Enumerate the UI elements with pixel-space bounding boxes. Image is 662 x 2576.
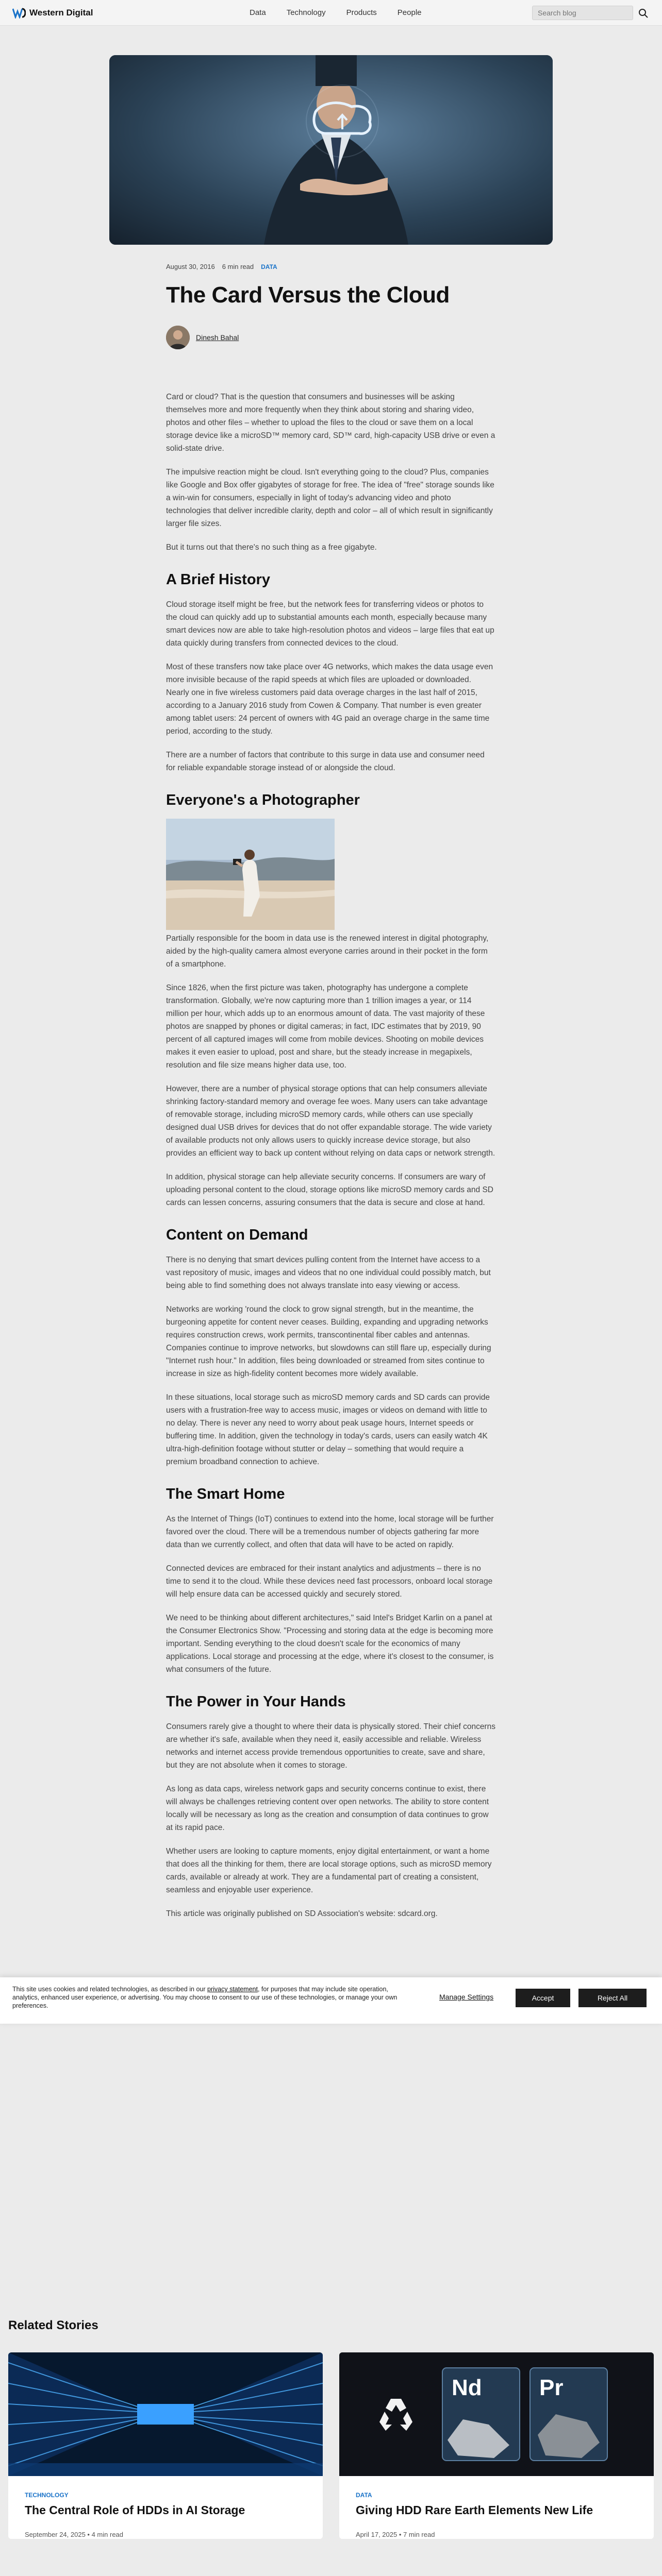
card-read-time: 7 min read bbox=[403, 2531, 435, 2538]
author-link[interactable]: Dinesh Bahal bbox=[196, 333, 239, 342]
paragraph: In addition, physical storage can help alleviate security concerns. If consumers are wary of uploading personal content to the cloud, storage options like microSD memory cards and SD cards can lessen concerns, assuring consumers that the data is secure and close at hand. bbox=[166, 1173, 493, 1207]
paragraph: The impulsive reaction might be cloud. Isn't everything going to the cloud? Plus, companies like Google and Box offer gigabytes of storage for free. The idea of "free" storage sounds like a win-win for consumers, especially in light of today's advancing video and photo technologies that deliver incredible clarity, depth and color – all of which result in significantly larger file sizes. bbox=[166, 468, 494, 528]
paragraph: As the Internet of Things (IoT) continues to extend into the home, local storage will be further favored over the cloud. There will be a tremendous number of objects gathering far more data than we currently collect, and often that data will have to be acted on rapidly. bbox=[166, 1515, 494, 1549]
paragraph: Partially responsible for the boom in data use is the renewed interest in digital photography, aided by the high-quality camera almost everyone carries around in their pocket in the form of a smartphone. bbox=[166, 934, 489, 969]
section-heading: The Power in Your Hands bbox=[166, 1693, 346, 1710]
page-title: The Card Versus the Cloud bbox=[166, 282, 450, 308]
site-logo[interactable] bbox=[12, 7, 93, 19]
paragraph: Card or cloud? That is the question that consumers and businesses will be asking themselves more and more frequently when they think about storing and sharing video, photos and other files – whether to upload the files to the cloud or save them on a local storage device like a microSD™ memory card, SD™ card, high-capacity USB drive or even a solid-state drive. bbox=[166, 393, 495, 453]
paragraph: We need to be thinking about different architectures," said Intel's Bridget Karlin on a panel at the Consumer Electronics Show. "Processing and storing data at the edge is becoming more important. Sending everything to the cloud doesn't scale for the economics of many applications. Local storage and processing at the edge, where it's closest to the consumer, is what consumers of the future. bbox=[166, 1614, 494, 1674]
paragraph: There are a number of factors that contribute to this surge in data use and consumer need for reliable expandable storage instead of or alongside the cloud. bbox=[166, 751, 485, 772]
element-symbol-nd: Nd bbox=[452, 2375, 482, 2400]
article-body bbox=[166, 391, 496, 1931]
western-digital-logo-icon bbox=[12, 7, 26, 19]
card-image bbox=[8, 2352, 323, 2476]
privacy-statement-link[interactable]: privacy statement bbox=[207, 1986, 258, 1993]
cookie-text-after: , for purposes that may include site operation, analytics, enhanced user experience, or advertising. You may choose to consent to our use of these technologies, or manage your own preferences. bbox=[12, 1986, 398, 2009]
related-stories-heading: Related Stories bbox=[8, 2318, 98, 2332]
paragraph: Whether users are looking to capture moments, enjoy digital entertainment, or want a home that does all the thinking for them, there are local storage options, such as microSD memory cards, available or already at work. They are a fundamental part of creating a consistent, seamless and enjoyable user experience. bbox=[166, 1847, 492, 1894]
reject-all-button[interactable]: Reject All bbox=[578, 1989, 647, 2007]
nav-products[interactable]: Products bbox=[346, 8, 377, 17]
paragraph: In these situations, local storage such as microSD memory cards and SD cards can provide users with a frustration-free way to access music, images or videos on demand with little to no delay. There is never any need to worry about peak usage hours, Internet speeds or buffering time. In addition, given the technology in today's cards, users can easily watch 4K ultra-high-definition footage without stutter or delay – something that would require a premium broadband connection to achieve. bbox=[166, 1393, 490, 1466]
card-tag: DATA bbox=[356, 2492, 372, 2499]
element-symbol-pr: Pr bbox=[539, 2375, 564, 2400]
search-input[interactable] bbox=[532, 6, 633, 20]
search-icon[interactable] bbox=[637, 7, 650, 20]
story-card-rare-earth[interactable] bbox=[339, 2352, 654, 2539]
story-card-hdd[interactable] bbox=[8, 2352, 323, 2539]
paragraph: Cloud storage itself might be free, but the network fees for transferring videos or photos to the cloud can quickly add up to substantial amounts each month, especially because many smart devices now are able to take high-resolution photos and videos – large files that eat up data quickly during transfers from connected devices to the cloud. bbox=[166, 600, 494, 648]
paragraph: But it turns out that there's no such thing as a free gigabyte. bbox=[166, 543, 377, 552]
section-heading: The Smart Home bbox=[166, 1486, 285, 1502]
card-date: April 17, 2025 bbox=[356, 2531, 398, 2538]
card-image bbox=[339, 2352, 654, 2476]
manage-settings-link[interactable]: Manage Settings bbox=[439, 1993, 494, 2001]
card-date: September 24, 2025 bbox=[25, 2531, 86, 2538]
article-meta bbox=[166, 263, 277, 270]
article-tag[interactable]: DATA bbox=[261, 263, 277, 270]
paragraph: Since 1826, when the first picture was taken, photography has undergone a complete transformation. Globally, we're now capturing more than 1 trillion images a year, or 114 million per hour, which adds up to an enormous amount of data. The vast majority of these photos are snapped by phones or digital cameras; in fact, IDC estimates that by 2019, 90 percent of all captured images will come from mobile devices. Shooting on mobile devices makes it even easier to upload, post and share, but the steady increase in megapixels, resolution and file size means higher data use, too. bbox=[166, 984, 485, 1070]
card-title: The Central Role of HDDs in AI Storage bbox=[25, 2503, 245, 2517]
inline-photo bbox=[166, 819, 496, 930]
avatar bbox=[166, 326, 190, 349]
article-date: August 30, 2016 bbox=[166, 263, 215, 270]
cookie-banner bbox=[0, 1977, 662, 2024]
paragraph: Most of these transfers now take place over 4G networks, which makes the data usage even more invisible because of the rapid speeds at which files are uploaded or downloaded. Nearly one in five wireless customers paid data overage charges in the last half of 2015, according to a January 2016 study from Cowen & Company. That number is even greater among tablet users: 24 percent of owners with 4G paid an overage charge in the same time period, according to the study. bbox=[166, 663, 493, 736]
author-block bbox=[166, 326, 239, 349]
logo-text: Western Digital bbox=[29, 8, 93, 18]
card-title: Giving HDD Rare Earth Elements New Life bbox=[356, 2503, 593, 2517]
nav-data[interactable]: Data bbox=[250, 8, 266, 17]
paragraph: Consumers rarely give a thought to where their data is physically stored. Their chief concerns are whether it's safe, available when they need it, easily accessible and reliable. Wireless networks and internet access provide tremendous opportunities to create, save and share, but they are not absolute when it comes to storage. bbox=[166, 1722, 495, 1770]
main-nav bbox=[250, 8, 422, 17]
article-read-time: 6 min read bbox=[222, 263, 254, 270]
accept-button[interactable]: Accept bbox=[516, 1989, 570, 2007]
section-heading: Content on Demand bbox=[166, 1227, 308, 1243]
cookie-text bbox=[12, 1985, 415, 2010]
nav-technology[interactable]: Technology bbox=[286, 8, 326, 17]
paragraph: However, there are a number of physical storage options that can help consumers alleviate shrinking factory-standard memory and overage fee woes. Many users can take advantage of removable storage, including microSD memory cards, while others can use specially designed dual USB drives for devices that do not offer expandable storage. The wide variety of available products not only allows users to quickly increase device storage, but also provides an efficient way to back up content without relying on data caps or network strength. bbox=[166, 1084, 495, 1158]
site-header bbox=[0, 0, 662, 26]
card-tag: TECHNOLOGY bbox=[25, 2492, 69, 2499]
nav-people[interactable]: People bbox=[397, 8, 422, 17]
card-read-time: 4 min read bbox=[91, 2531, 124, 2538]
card-meta: September 24, 2025 • 4 min read bbox=[25, 2531, 124, 2538]
card-meta: April 17, 2025 • 7 min read bbox=[356, 2531, 435, 2538]
paragraph: Connected devices are embraced for their instant analytics and adjustments – there is no time to send it to the cloud. While these devices need fast processors, onboard local storage will help ensure data can be accessed quickly and securely stored. bbox=[166, 1564, 493, 1599]
paragraph: As long as data caps, wireless network gaps and security concerns continue to exist, there will always be challenges retrieving content over open networks. The ability to store content locally will be necessary as long as the creation and consumption of data continues to grow at its rapid pace. bbox=[166, 1785, 489, 1832]
paragraph: There is no denying that smart devices pulling content from the Internet have access to a vast repository of music, images and videos that no one individual could possibly match, but being able to find something does not always translate into easy viewing or access. bbox=[166, 1256, 491, 1290]
paragraph: This article was originally published on SD Association's website: sdcard.org. bbox=[166, 1909, 438, 1918]
hero-image bbox=[109, 55, 553, 245]
cookie-text-before: This site uses cookies and related technologies, as described in our bbox=[12, 1986, 207, 1993]
section-heading: A Brief History bbox=[166, 571, 270, 588]
section-heading: Everyone's a Photographer bbox=[166, 792, 360, 808]
paragraph: Networks are working 'round the clock to grow signal strength, but in the meantime, the burgeoning appetite for content never ceases. Building, expanding and upgrading networks requires construction crews, work permits, transcontinental fiber cables and antennas. Companies continue to improve networks, but slowdowns can still flare up, especially during "Internet rush hour." In addition, files being downloaded or streamed from sites continue to increase in size as high-fidelity content becomes more widely available. bbox=[166, 1305, 491, 1378]
